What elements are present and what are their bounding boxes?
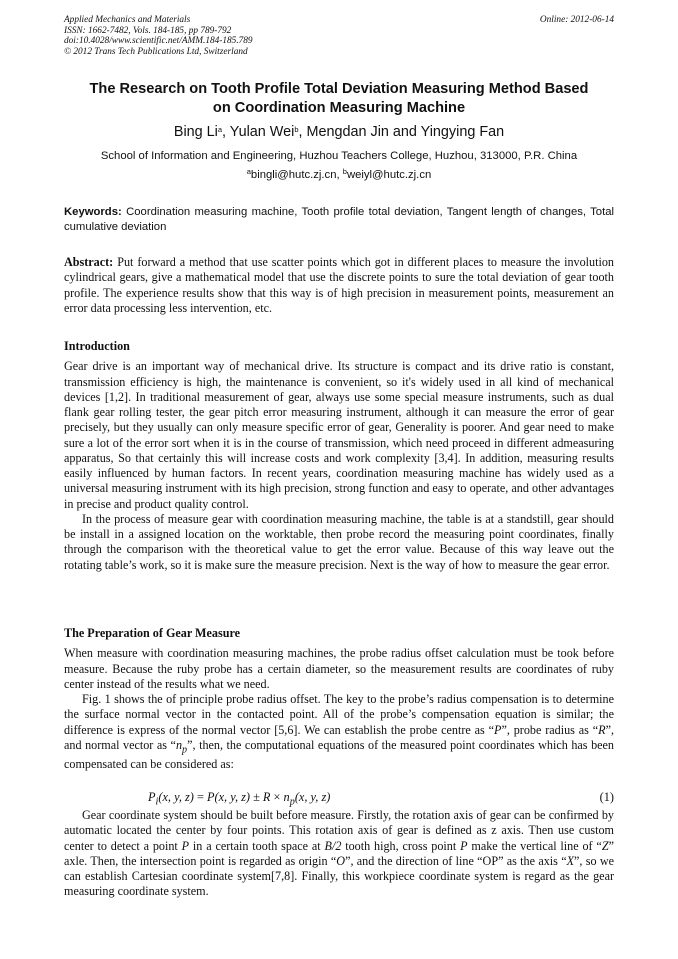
paper-title — [40, 80, 638, 118]
email-a-sup: a — [246, 167, 251, 176]
preparation-paragraph-2: Fig. 1 shows the of principle probe radius offset. The key to the probe’s radius compensation is to determine the surface normal vector in the contacted point. All of the probe’s compensation equation is similar; the difference is express of the normal vector [5,6]. We can establish the probe centre as “P”, probe radius as “R”, and normal vector as “$n_p$”, then, the computational equations of the measured point coordinates which has been compensated can be considered as: — [64, 692, 614, 772]
journal-name: Applied Mechanics and Materials — [64, 15, 191, 25]
author-2: Yulan Wei — [229, 124, 295, 140]
keywords-text: Coordination measuring machine, Tooth profile total deviation, Tangent length of changes, Total cumulative deviation — [64, 206, 614, 233]
abstract — [64, 255, 614, 316]
title-line-2: on Coordination Measuring Machine — [212, 100, 466, 116]
equation-1 — [64, 789, 614, 808]
author-1-sup: a — [217, 125, 223, 134]
author-list: Bing Li$^a$, Yulan Wei$^b$, Mengdan Jin and Yingying Fan — [173, 124, 505, 140]
equation-formula: $P_i(x$, y, z) = P(x, y, $z) \pm R \times n_p(x$, y, z) — [148, 790, 331, 808]
author-1: Bing Li — [173, 124, 218, 140]
equation-number: (1) — [599, 790, 614, 804]
author-emails: $^a$bingli@hutc.zj.cn, $^b$weiyl@hutc.zj.cn — [246, 167, 432, 181]
email-b-sup: b — [342, 167, 347, 176]
preparation-paragraph-1: When measure with coordination measuring machines, the probe radius offset calculation must be took before measure. Because the ruby probe has a certain diameter, so the measurement results are coordinates of ruby center instead of the results what we need. — [64, 646, 614, 691]
preparation-heading: The Preparation of Gear Measure — [64, 626, 241, 640]
author-2-sup: b — [294, 125, 299, 134]
introduction-section — [64, 339, 614, 573]
other-authors: Mengdan Jin and Yingying Fan — [306, 124, 505, 140]
copyright-line: © 2012 Trans Tech Publications Ltd, Switzerland — [64, 47, 248, 58]
title-line-1: The Research on Tooth Profile Total Deviation Measuring Method Based — [89, 81, 589, 97]
email-b: weiyl@hutc.zj.cn — [346, 169, 432, 181]
preparation-paragraph-3: Gear coordinate system should be built before measure. Firstly, the rotation axis of gear can be confirmed by automatic located the center by four points. This rotation axis of gear is defined as z axis. Then use custom center to detect a point P in a certain tooth space at B/2 tooth high, cross point P make the vertical line of “Z” axle. Then, the intersection point is regarded as origin “O”, and the direction of line “OP” as the axis “X”, so we can establish Cartesian coordinate system[7,8]. Finally, this workpiece coordinate system is regard as the gear measuring coordinate system. — [64, 808, 614, 899]
keywords-label: Keywords: — [64, 206, 122, 218]
journal-metadata — [64, 15, 253, 58]
abstract-label: Abstract: — [64, 255, 114, 269]
affiliation: School of Information and Engineering, Huzhou Teachers College, Huzhou, 313000, P.R. China — [100, 150, 578, 162]
introduction-paragraph-2: In the process of measure gear with coordination measuring machine, the table is at a standstill, gear should be install in a assigned location on the worktable, then probe record the measuring point coordinates, finally through the comparison with the theoretical value to get the error value. Because of this way leave out the rotating table’s work, so it is make sure the measure precision. Next is the way of how to measure the gear error. — [64, 511, 614, 572]
keywords — [64, 205, 614, 235]
introduction-paragraph-1: Gear drive is an important way of mechanical drive. Its structure is compact and its drive ratio is constant, transmission efficiency is high, the maintenance is convenient, so it's widely used in all kind of mechanical devices [1,2]. In traditional measurement of gear, always use some special measure instruments, such as dual flank gear rolling tester, the gear pitch error measuring instrument, although it can measure the error of gear precisely, but they usually can only measure specific error of gear, Generality is poorer. And gear need to make sure a lot of the error sort when it is in the course of transmission, which need proceed in different admeasuring apparatus, So that certainly this will increase costs and work complexity [3,4]. In addition, measuring results easily influenced by human factors. In recent years, coordination measuring machine has widely used as a universal measuring instrument with its high precision, strong function and easy to operate, and other advantages in precise and product quality control. — [64, 359, 614, 511]
preparation-continued — [64, 808, 614, 900]
email-a: bingli@hutc.zj.cn — [250, 169, 337, 181]
issn-line: ISSN: 1662-7482, Vols. 184-185, pp 789-792 — [64, 25, 232, 36]
online-date: Online: 2012-06-14 — [539, 15, 614, 25]
preparation-section — [64, 626, 614, 773]
abstract-text: Put forward a method that use scatter points which got in different places to measure the involution cylindrical gears, give a mathematical model that use the discrete points to sure the total deviation of gear tooth profile. The experience results show that this way is of high precision in measurement points, measurement an error data processing less intervention, etc. — [64, 255, 614, 315]
introduction-heading: Introduction — [64, 339, 130, 353]
doi-line: doi:10.4028/www.scientific.net/AMM.184-185.789 — [64, 36, 253, 47]
